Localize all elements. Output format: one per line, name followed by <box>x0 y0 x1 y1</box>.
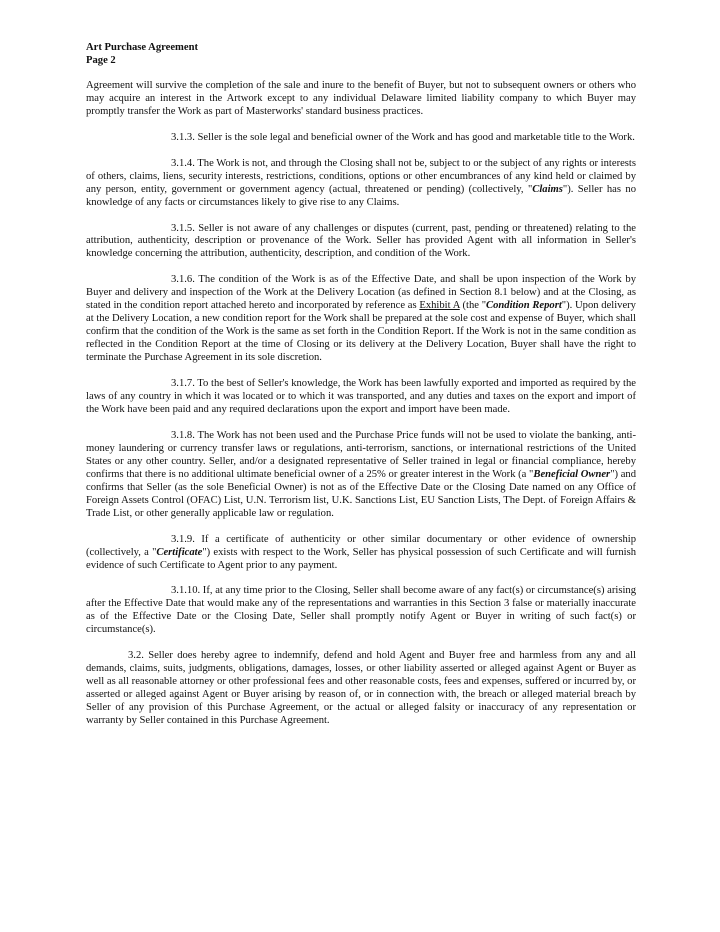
page-number: Page 2 <box>86 54 116 66</box>
paragraph-3-1-10: 3.1.10. If, at any time prior to the Closing, Seller shall become aware of any fact(s) or circumstance(s) arising after the Effective Date that would make any of the representations and warranties in this Section 3 false or materially inaccurate as of the Effective Date or the Closing Date, Seller shall promptly notify Agent or Buyer in writing of such fact(s) or circumstance(s). <box>86 585 636 636</box>
paragraph-3-1-6-text-b: (the " <box>459 300 487 312</box>
paragraph-3-1-4-text-a: 3.1.4. The Work is not, and through the Closing shall not be, subject to or the subject of any rights or interests of others, claims, liens, security interests, restrictions, conditions, options or other encumbrances of any kind held or claimed by any person, entity, government or government agency (actual, threatened or pending) (collectively, " <box>86 157 636 195</box>
paragraph-continuation: Agreement will survive the completion of the sale and inure to the benefit of Buyer, but not to subsequent owners or others who may acquire an interest in the Artwork except to any individual Delaware limited liability company to which Buyer may promptly transfer the Work as part of Masterworks' standard business practices. <box>86 79 636 117</box>
paragraph-3-1-7: 3.1.7. To the best of Seller's knowledge, the Work has been lawfully exported and imported as required by the laws of any country in which it was located or to which it was transported, and any duties and taxes on the export and import of the Work have been paid and any required declarations upon the export and import have been made. <box>86 378 636 415</box>
paragraph-3-1-9-text-b: ") exists with respect to the Work, Seller has physical possession of such Certificate and will furnish evidence of such Certificate to Agent prior to any payment. <box>86 546 636 571</box>
document-title: Art Purchase Agreement <box>86 42 198 53</box>
defined-term-certificate: Certificate <box>156 546 203 558</box>
paragraph-3-1-4-text-b: "). Seller has no knowledge of any facts or circumstances likely to give rise to any Claims. <box>86 183 636 208</box>
document-header <box>86 42 636 68</box>
defined-term-beneficial-owner: Beneficial Owner <box>533 468 611 480</box>
paragraph-3-1-6-text-a: 3.1.6. The condition of the Work is as of the Effective Date, and shall be upon inspection of the Work by Buyer and delivery and inspection of the Work at the Delivery Location (as defined in Section 8.1 below) and at the Closing, as stated in the condition report attached hereto and incorporated by reference as <box>86 274 636 312</box>
paragraph-3-1-9 <box>86 534 636 573</box>
paragraph-3-1-5: 3.1.5. Seller is not aware of any challenges or disputes (current, past, pending or threatened) relating to the attribution, authenticity, description or provenance of the Work. Seller has provided Agent with all information in Seller's knowledge concerning the attribution, authenticity, description, and condition of the Work. <box>86 222 636 260</box>
paragraph-3-1-8 <box>86 430 636 521</box>
defined-term-condition-report: Condition Report <box>486 300 562 312</box>
paragraph-3-1-8-text-b: ") and confirms that Seller (as the sole Beneficial Owner) is not as of the Effective Date or the Closing Date named on any Office of Foreign Assets Control (OFAC) List, U.N. Terrorism list, U.K. Sanctions List, EU Sanction Lists, The Dept. of Foreign Affairs & Trade List, or other generally applicable law or regulation. <box>86 468 636 519</box>
paragraph-3-1-8-text-a: 3.1.8. The Work has not been used and the Purchase Price funds will not be used to violate the banking, anti-money laundering or currency transfer laws or regulations, anti-terrorism, sanctions, or international restrictions of the United States or any other country. Seller, and/or a designated representative of Seller trained in legal or financial compliance, hereby confirms that there is no additional ultimate beneficial owner of a 25% or greater interest in the Work (a " <box>86 429 636 480</box>
paragraph-3-1-9-text-a: 3.1.9. If a certificate of authenticity or other similar documentary or other evidence of ownership (collectively, a " <box>86 533 636 558</box>
paragraph-3-1-3: 3.1.3. Seller is the sole legal and beneficial owner of the Work and has good and marketable title to the Work. <box>171 131 635 143</box>
paragraph-3-1-4 <box>86 158 636 210</box>
defined-term-claims: Claims <box>532 183 563 195</box>
paragraph-3-2: 3.2. Seller does hereby agree to indemnify, defend and hold Agent and Buyer free and harmless from any and all demands, claims, suits, judgments, obligations, damages, losses, or other liability asserted or alleged against Agent or Buyer as well as all reasonable attorney or other professional fees and other reasonable costs, fees and expenses, suffered or incurred by, or asserted or alleged against Agent or Buyer arising by reason of, or in connection with, the breach or alleged material breach by Seller of any provision of this Purchase Agreement, or the actual or alleged falsity or inaccuracy of any representation or warranty by Seller contained in this Purchase Agreement. <box>86 650 636 727</box>
paragraph-3-1-6 <box>86 274 636 365</box>
paragraph-3-1-6-text-c: "). Upon delivery at the Delivery Location, a new condition report for the Work shall be prepared at the sole cost and expense of Buyer, which shall confirm that the condition of the Work is the same as set forth in the Condition Report. If the Work is not in the same condition as reflected in the Condition Report at the time of Closing or its delivery at the Delivery Location, Buyer shall have the right to terminate the Purchase Agreement in its sole discretion. <box>86 300 636 364</box>
exhibit-a-reference: Exhibit A <box>419 300 460 312</box>
